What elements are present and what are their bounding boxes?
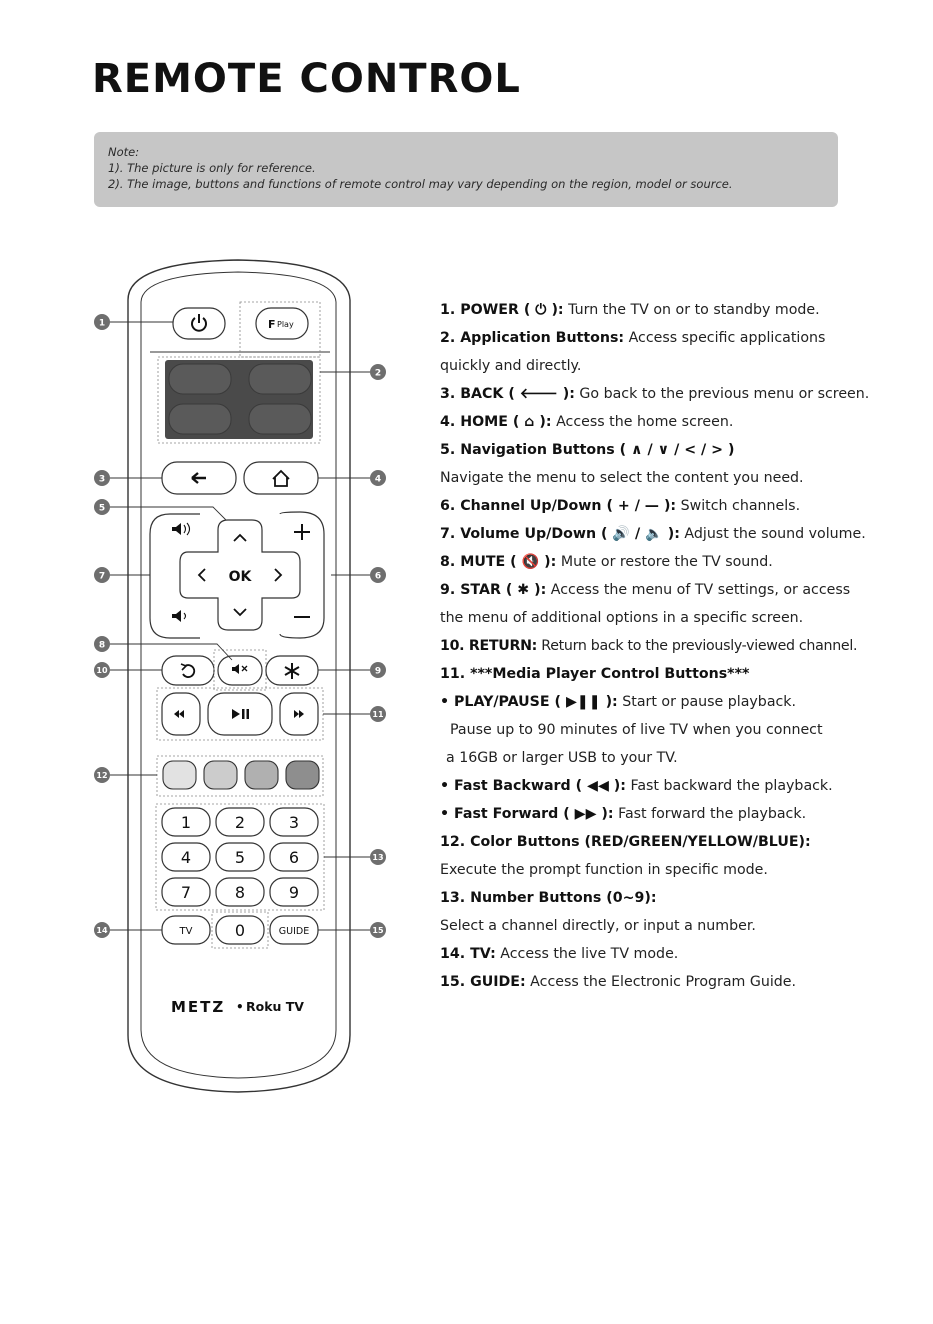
desc-media-heading: 11. ***Media Player Control Buttons*** <box>440 666 750 682</box>
note-line-2: 2). The image, buttons and functions of remote control may vary depending on the region, model or source. <box>108 177 733 191</box>
app-button-3[interactable] <box>169 404 231 434</box>
desc-fast-backward: • Fast Backward ( ◀◀ ): Fast backward the playback. <box>440 778 833 794</box>
brand-roku-tv: Roku TV <box>246 999 304 1014</box>
brand-metz: METZ <box>171 998 226 1016</box>
power-button[interactable] <box>173 308 225 339</box>
tv-button[interactable] <box>162 916 210 944</box>
star-button[interactable] <box>266 656 318 685</box>
desc-home: 4. HOME ( ⌂ ): Access the home screen. <box>440 414 734 430</box>
desc-power: 1. POWER ( ⏻ ): Turn the TV on or to standby mode. <box>440 302 820 318</box>
play-pause-button[interactable] <box>208 693 272 735</box>
digit-4[interactable]: 4 <box>180 848 192 867</box>
digit-5[interactable]: 5 <box>234 848 246 867</box>
callout-7: 7 <box>98 571 106 582</box>
page-title: REMOTE CONTROL <box>92 56 521 102</box>
fplay-label: Play <box>277 320 294 329</box>
callout-11: 11 <box>372 710 384 719</box>
button-descriptions <box>440 296 900 996</box>
ok-button-label[interactable]: OK <box>228 569 252 585</box>
callout-15: 15 <box>372 926 384 935</box>
fast-backward-button[interactable] <box>162 693 200 735</box>
digit-1[interactable]: 1 <box>180 813 192 832</box>
desc-app-buttons-cont: quickly and directly. <box>440 358 582 374</box>
desc-color-buttons: 12. Color Buttons (RED/GREEN/YELLOW/BLUE): <box>440 834 811 850</box>
number-pad[interactable] <box>162 808 318 906</box>
zero-button[interactable] <box>216 916 264 944</box>
desc-channel: 6. Channel Up/Down ( + / — ): Switch channels. <box>440 498 801 514</box>
desc-play-pause: • PLAY/PAUSE ( ▶❚❚ ): Start or pause playback. <box>440 694 797 710</box>
red-button[interactable] <box>163 761 196 789</box>
desc-play-pause-cont2: a 16GB or larger USB to your TV. <box>446 750 678 766</box>
callout-13: 13 <box>372 853 384 862</box>
brand-dot: • <box>236 1000 244 1014</box>
green-button[interactable] <box>204 761 237 789</box>
callout-5: 5 <box>98 503 106 514</box>
desc-play-pause-cont1: Pause up to 90 minutes of live TV when you connect <box>450 722 823 738</box>
desc-navigation-cont: Navigate the menu to select the content you need. <box>440 470 804 486</box>
desc-volume: 7. Volume Up/Down ( 🔊 / 🔈 ): Adjust the sound volume. <box>440 526 866 542</box>
desc-return: 10. RETURN: Return back to the previously-viewed channel. <box>440 638 858 654</box>
digit-2[interactable]: 2 <box>234 813 246 832</box>
callout-6: 6 <box>374 571 382 582</box>
desc-tv: 14. TV: Access the live TV mode. <box>440 946 679 962</box>
desc-color-buttons-cont: Execute the prompt function in specific mode. <box>440 862 768 878</box>
fast-forward-button[interactable] <box>280 693 318 735</box>
desc-fast-forward: • Fast Forward ( ▶▶ ): Fast forward the playback. <box>440 806 807 822</box>
callout-14: 14 <box>96 926 108 935</box>
desc-back: 3. BACK ( 🡐 ): Go back to the previous menu or screen. <box>440 386 870 402</box>
callout-9: 9 <box>374 666 382 677</box>
callout-3: 3 <box>98 474 106 485</box>
tv-label: TV <box>179 926 193 937</box>
app-button-1[interactable] <box>169 364 231 394</box>
fplay-f-icon: F <box>268 318 276 331</box>
digit-3[interactable]: 3 <box>288 813 300 832</box>
digit-8[interactable]: 8 <box>234 883 246 902</box>
digit-9[interactable]: 9 <box>288 883 300 902</box>
callout-8: 8 <box>98 640 106 651</box>
digit-7[interactable]: 7 <box>180 883 192 902</box>
callout-10: 10 <box>96 666 108 675</box>
desc-app-buttons: 2. Application Buttons: Access specific applications <box>440 330 826 346</box>
note-heading: Note: <box>108 145 140 159</box>
digit-0: 0 <box>234 921 246 940</box>
callout-4: 4 <box>374 474 382 485</box>
desc-star: 9. STAR ( ✱ ): Access the menu of TV settings, or access <box>440 582 851 598</box>
blue-button[interactable] <box>286 761 319 789</box>
desc-number-buttons: 13. Number Buttons (0~9): <box>440 890 657 906</box>
callout-1: 1 <box>98 318 106 329</box>
guide-button[interactable] <box>270 916 318 944</box>
desc-navigation: 5. Navigation Buttons ( ∧ / ∨ / < / > ) <box>440 442 735 458</box>
home-button[interactable] <box>244 462 318 494</box>
callout-12: 12 <box>96 771 108 780</box>
desc-guide: 15. GUIDE: Access the Electronic Program Guide. <box>440 974 797 990</box>
desc-mute: 8. MUTE ( 🔇 ): Mute or restore the TV sound. <box>440 554 773 570</box>
guide-label: GUIDE <box>278 926 310 937</box>
app-button-4[interactable] <box>249 404 311 434</box>
yellow-button[interactable] <box>245 761 278 789</box>
digit-6[interactable]: 6 <box>288 848 300 867</box>
app-button-2[interactable] <box>249 364 311 394</box>
callout-2: 2 <box>374 368 382 379</box>
desc-star-cont: the menu of additional options in a specific screen. <box>440 610 804 626</box>
fplay-app-button[interactable] <box>256 308 308 339</box>
return-button[interactable] <box>162 656 214 685</box>
desc-number-buttons-cont: Select a channel directly, or input a number. <box>440 918 756 934</box>
note-line-1: 1). The picture is only for reference. <box>108 161 316 175</box>
back-button[interactable] <box>162 462 236 494</box>
